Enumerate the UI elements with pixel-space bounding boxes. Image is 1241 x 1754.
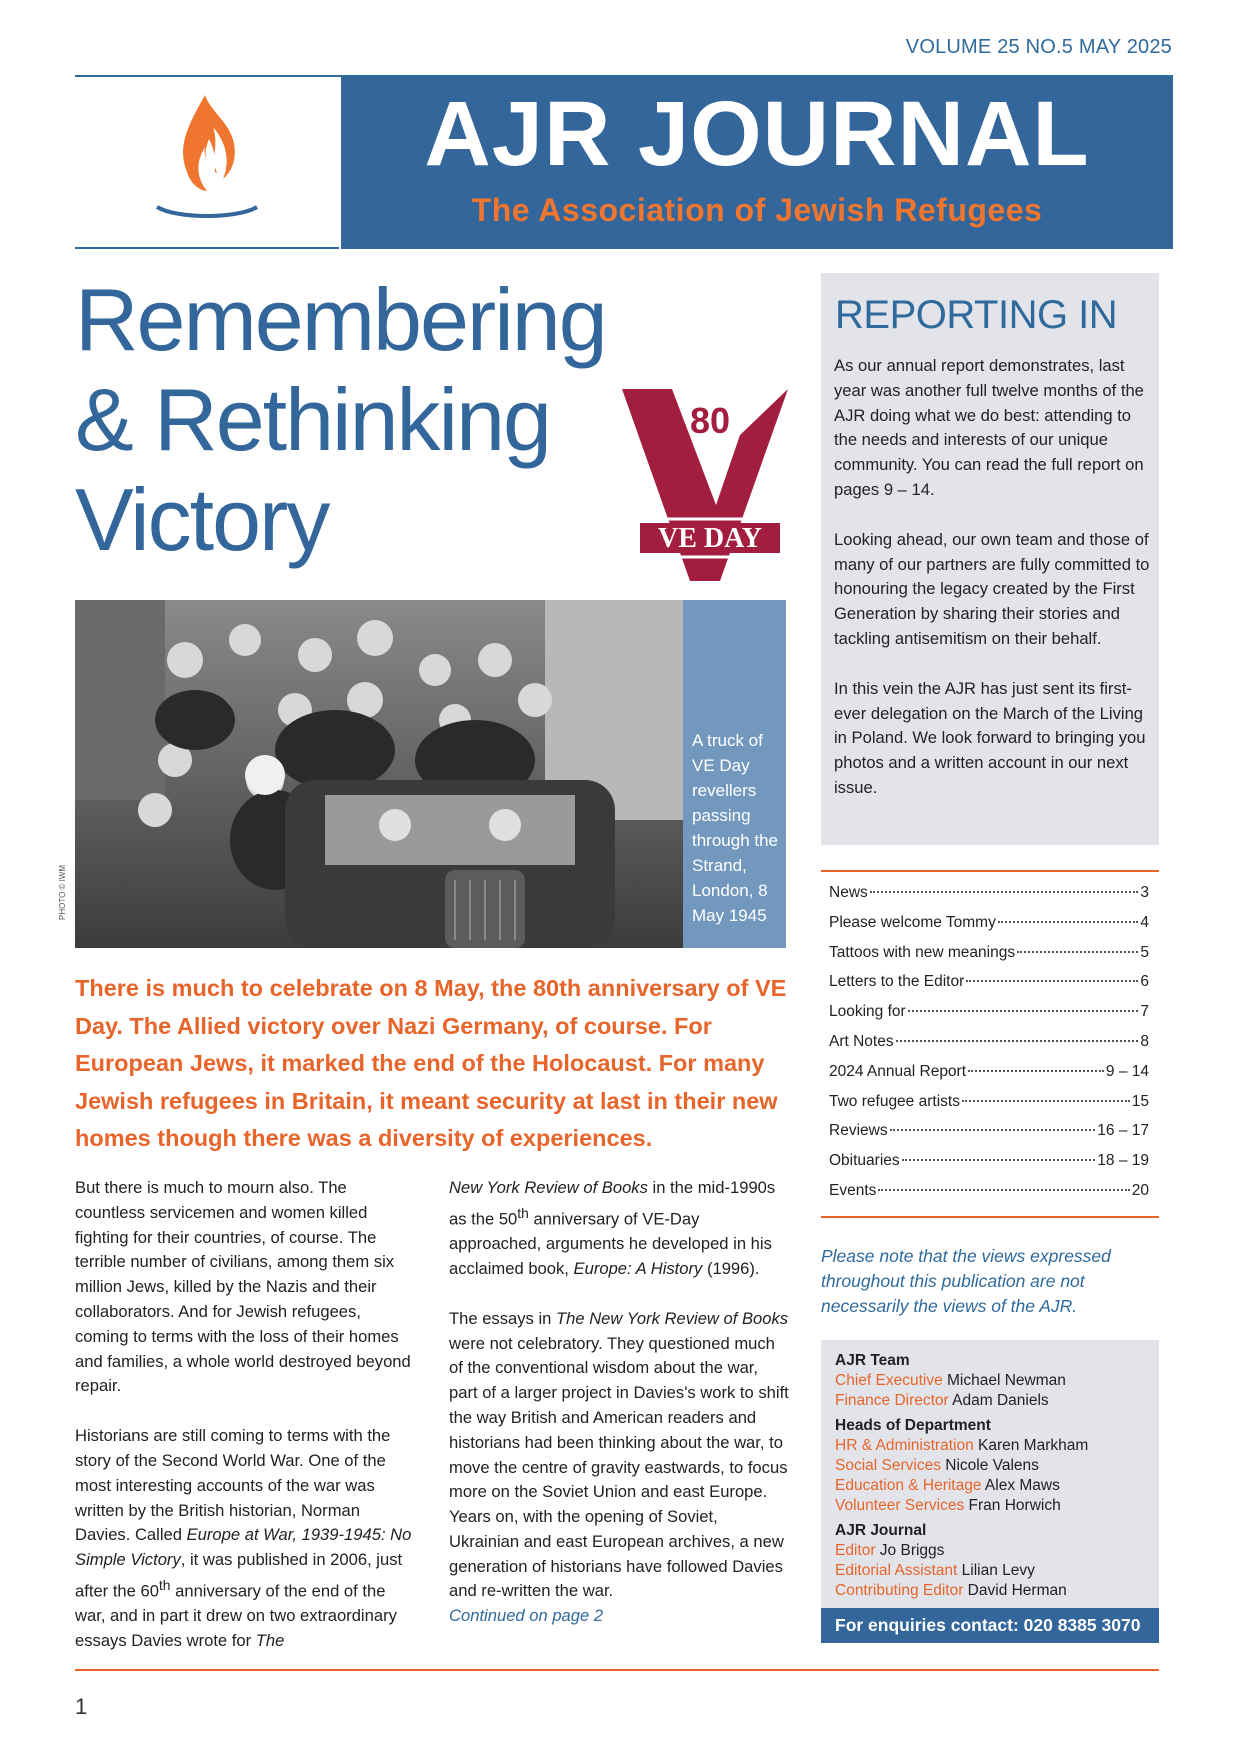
contents-list: [829, 884, 1149, 1212]
ve-number: 80: [689, 400, 731, 441]
team-list: [835, 1351, 1155, 1606]
contents-item[interactable]: Looking for 7: [829, 1003, 1149, 1021]
contents-item[interactable]: Tattoos with new meanings 5: [829, 943, 1149, 961]
contents-item[interactable]: Please welcome Tommy 4: [829, 913, 1149, 931]
contact-bar: For enquiries contact: 020 8385 3070: [821, 1608, 1159, 1643]
team-heading: AJR Team: [835, 1352, 910, 1369]
continued-link[interactable]: Continued on page 2: [449, 1606, 604, 1626]
disclaimer: Please note that the views expressed throughout this publication are not necessarily the views of the AJR.: [821, 1246, 1111, 1316]
team-member: Editor Jo Briggs: [835, 1542, 945, 1559]
reporting-paragraph: In this vein the AJR has just sent its first-ever delegation on the March of the Living in Poland. We look forward to bringing you photos and a written account in our next issue.: [834, 678, 1146, 797]
team-member: Social Services Nicole Valens: [835, 1457, 1039, 1474]
photo-caption: A truck of VE Day revellers passing through the Strand, London, 8 May 1945: [692, 731, 779, 925]
team-member: HR & Administration Karen Markham: [835, 1437, 1089, 1454]
journal-title: AJR JOURNAL: [424, 83, 1090, 185]
reporting-paragraph: Looking ahead, our own team and those of many of our partners are fully committed to honouring the legacy created by the First Generation by sharing their stories and tackling antisemitism on their behalf.: [834, 529, 1150, 648]
cover-headline: [75, 270, 635, 570]
team-member: Chief Executive Michael Newman: [835, 1372, 1066, 1389]
publication-title: New York Review of Books: [449, 1178, 648, 1197]
contents-item[interactable]: Art Notes 8: [829, 1032, 1149, 1050]
team-member: Finance Director Adam Daniels: [835, 1392, 1049, 1409]
headline-line: & Rethinking: [75, 370, 550, 469]
contents-item[interactable]: 2024 Annual Report 9 – 14: [829, 1062, 1149, 1080]
footer-rule: [75, 1669, 1159, 1671]
team-member: Editorial Assistant Lilian Levy: [835, 1562, 1035, 1579]
standfirst: There is much to celebrate on 8 May, the 80th anniversary of VE Day. The Allied victory over Nazi Germany, of course. For European Jews, it marked the end of the Holocaust. For many Jewish refugees in Britain, it meant security at last in their new homes though there was a diversity of experiences.: [75, 975, 787, 1151]
journal-subtitle: The Association of Jewish Refugees: [471, 192, 1043, 228]
contents-rule-bottom: [821, 1216, 1159, 1218]
article-paragraph: But there is much to mourn also. The countless servicemen and women killed fighting for their countries, of course. The terrible number of civilians, among them six million Jews, killed by the Nazis and their collaborators. And for Jewish refugees, coming to terms with the loss of their homes and families, a whole world destroyed beyond repair.: [75, 1178, 411, 1396]
page-number: 1: [75, 1694, 88, 1719]
headline-line: Remembering: [75, 270, 606, 369]
article-paragraph: The essays in The New York Review of Books were not celebratory. They questioned much of the conventional wisdom about the war, part of a larger project in Davies's work to shift the way British and American readers and historians had been thinking about the war, to move the centre of gravity eastwards, to focus more on the Soviet Union and east Europe. Years on, with the opening of Soviet, Ukrainian and east European archives, a new generation of historians have followed Davies and re-written the war.: [449, 1308, 789, 1601]
reporting-in-body: [834, 354, 1152, 826]
book-title: Europe: A History: [573, 1258, 703, 1278]
book-title: Europe at War, 1939-1945: No Simple Victory: [75, 1525, 412, 1570]
article-column-1: [75, 1176, 415, 1679]
ve-day-badge: [620, 385, 790, 585]
photo-illustration: [75, 600, 683, 948]
contents-item[interactable]: Obituaries 18 – 19: [829, 1152, 1149, 1170]
issue-volume: VOLUME 25 NO.5 MAY 2025: [905, 36, 1172, 58]
team-heading: AJR Journal: [835, 1522, 927, 1539]
article-column-2: [449, 1176, 789, 1629]
contents-item[interactable]: Letters to the Editor 6: [829, 973, 1149, 991]
article-paragraph: New York Review of Books in the mid-1990s as the 50th anniversary of VE-Day approached, arguments he developed in his acclaimed book, Europe: A History (1996).: [449, 1178, 776, 1278]
team-member: Education & Heritage Alex Maws: [835, 1477, 1060, 1494]
ajr-logo: [75, 77, 339, 249]
photo-credit: PHOTO © IWM: [58, 864, 67, 920]
flame-icon: [147, 87, 267, 237]
team-member: Volunteer Services Fran Horwich: [835, 1497, 1061, 1514]
contents-item[interactable]: Two refugee artists 15: [829, 1092, 1149, 1110]
cover-photo: [75, 600, 683, 948]
team-heading: Heads of Department: [835, 1417, 991, 1434]
team-member: Contributing Editor David Herman: [835, 1582, 1067, 1599]
reporting-in-title: REPORTING IN: [835, 293, 1118, 337]
article-paragraph: Historians are still coming to terms with the story of the Second World War. One of the most interesting accounts of the war was written by the British historian, Norman Davies. Called Europe at War, 1939-1945: No Simple Victory, it was published in 2006, just after the 60th anniversary of the end of the war, and in part it drew on two extraordinary essays Davies wrote for The: [75, 1426, 412, 1651]
contents-rule-top: [821, 870, 1159, 872]
headline-line: Victory: [75, 470, 329, 569]
contents-item[interactable]: Events 20: [829, 1181, 1149, 1199]
contents-item[interactable]: News 3: [829, 884, 1149, 901]
contents-item[interactable]: Reviews 16 – 17: [829, 1122, 1149, 1140]
reporting-paragraph: As our annual report demonstrates, last year was another full twelve months of the AJR doing what we do best: attending to the needs and interests of our unique community. You can read the full report on pages 9 – 14.: [834, 356, 1144, 499]
publication-title: The New York Review of Books: [555, 1308, 789, 1328]
ve-day-label: VE DAY: [658, 523, 762, 554]
